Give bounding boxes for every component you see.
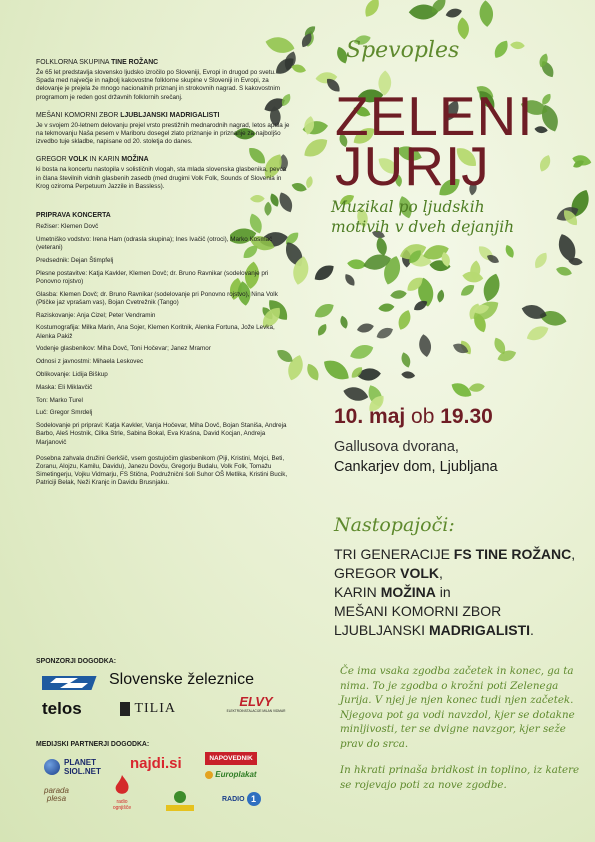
sz-logo-text: Slovenske železnice xyxy=(109,671,254,688)
leaf-icon xyxy=(375,236,389,257)
leaf-icon xyxy=(339,315,349,330)
event-date: 10. maj ob 19.30 xyxy=(334,405,493,428)
credit-item: Vodenje glasbenikov: Miha Dovč, Toni Hočevar; Janez Mramor xyxy=(36,345,211,353)
europlakat-text: Europlakat xyxy=(215,770,257,779)
elvy-logo-text: ELVY xyxy=(239,694,273,709)
telos-logo: telos xyxy=(42,699,82,718)
leaf-icon xyxy=(401,371,416,380)
credit-item: Ton: Marko Turel xyxy=(36,396,83,404)
radio1-badge-icon: 1 xyxy=(247,792,261,806)
tilia-logo xyxy=(120,700,176,716)
radio-ognjisce-logo xyxy=(108,775,136,811)
credit-item: Kostumografija: Milka Marin, Ana Sojer, Klemen Koritnik, Alenka Fortuna, Jože Levka, Alenka Pakiž xyxy=(36,324,275,340)
credit-item: Plesne postavitve: Katja Kavkler, Klemen Dovč; dr. Bruno Ravnikar (sodelovanje pri Ponovno rojstvo) xyxy=(36,269,269,285)
leaf-icon xyxy=(375,325,395,341)
parada-text: parada xyxy=(44,786,69,795)
title-line-2: JURIJ xyxy=(335,135,490,197)
leaf-icon xyxy=(311,261,337,284)
najdi-logo: najdi.si xyxy=(130,755,182,772)
globe-icon xyxy=(44,759,60,775)
credit-item: Maska: Eli Miklavčič xyxy=(36,383,93,391)
section-heading: FOLKLORNA SKUPINA TINE ROŽANC xyxy=(36,59,159,66)
napovednik-logo: NAPOVEDNIK xyxy=(205,752,257,765)
leaf-icon xyxy=(378,303,395,313)
leaf-icon xyxy=(537,153,553,173)
europlakat-icon xyxy=(205,771,213,779)
story-paragraph-1: Če ima vsaka zgodba začetek in konec, ga ta nima. To je zgodba o krožni poti Zelenega Jurija. V njej je njen konec tudi njen začetek. Njegova pot ga vodi navzdol, kjer se dotakne minljivosti, ter se dvigne navzgor, kjer seže prav do srca. xyxy=(340,665,575,750)
radio1-text: RADIO xyxy=(222,795,245,803)
section-tine-rozanc xyxy=(36,58,292,102)
leaf-icon xyxy=(343,272,357,288)
leaf-icon xyxy=(396,308,414,332)
venue-line-1: Gallusova dvorana, xyxy=(334,439,459,455)
leaf-icon xyxy=(347,258,367,270)
section-body: Je v svojem 20-letnem delovanju prejel vrsto prestižnih mednarodnih nagrad, letos aprila je na tekmovanju Naša pesem v Mariboru dosegel zlato priznanje in priznanje za najboljšo izvedbo tuje skladbe, napisane od 20. stoletja do danes. xyxy=(36,121,290,146)
partners-heading: MEDIJSKI PARTNERJI DOGODKA: xyxy=(36,741,150,748)
sz-logo xyxy=(42,670,302,694)
subtitle-line-2: motivih v dveh dejanjih xyxy=(331,218,515,236)
leaf-icon xyxy=(479,0,494,27)
credit-item: Umetniško vodstvo: Irena Ham (odrasla skupina); Ines Ivačič (otroci), Marko Kosmač (veterani) xyxy=(36,235,273,252)
credit-item: Luč: Gregor Smrdelj xyxy=(36,409,93,417)
credits-heading: PRIPRAVA KONCERTA xyxy=(36,212,111,220)
leaf-icon xyxy=(436,289,445,303)
leaf-icon xyxy=(300,134,331,161)
sz-emblem-icon xyxy=(42,672,102,694)
title-prefix: Spevoples xyxy=(346,38,460,63)
leaf-icon xyxy=(503,244,515,260)
credit-item: Raziskovanje: Anja Cizel; Peter Vendramin xyxy=(36,311,156,319)
radio1-logo xyxy=(222,792,261,806)
performer-line: KARIN MOŽINA in xyxy=(334,584,451,600)
leaf-icon xyxy=(356,322,375,334)
leaf-icon xyxy=(534,126,548,134)
studio-emblem-icon xyxy=(174,791,186,803)
radio-ognjisce-text: radio ognjišče xyxy=(112,799,132,811)
credit-item: Oblikovanje: Lidija Biškup xyxy=(36,371,108,379)
leaf-icon xyxy=(457,17,470,40)
europlakat-logo xyxy=(205,770,257,779)
credit-item: Režiser: Klemen Dovč xyxy=(36,223,99,231)
leaf-icon xyxy=(342,385,370,404)
section-heading: MEŠANI KOMORNI ZBOR LJUBLJANSKI MADRIGALISTI xyxy=(36,111,220,119)
leaf-icon xyxy=(468,382,485,393)
leaf-icon xyxy=(305,175,314,188)
studio-bar xyxy=(166,805,194,811)
leaf-icon xyxy=(390,289,408,300)
leaf-icon xyxy=(290,181,307,193)
venue-line-2: Cankarjev dom, Ljubljana xyxy=(334,459,498,475)
plesa-text: plesa xyxy=(46,794,67,803)
leaf-icon xyxy=(532,250,550,271)
performer-line: TRI GENERACIJE FS TINE ROŽANC, xyxy=(334,546,576,562)
leaf-icon xyxy=(320,355,353,384)
leaf-icon xyxy=(555,265,573,278)
tilia-emblem-icon xyxy=(120,702,130,716)
section-heading: GREGOR VOLK IN KARIN MOŽINA xyxy=(36,156,149,164)
leaf-icon xyxy=(510,41,525,50)
credit-item: Odnosi z javnostmi: Mihaela Leskovec xyxy=(36,358,144,366)
leaf-icon xyxy=(480,271,503,303)
leaf-icon xyxy=(445,7,463,20)
performers-list xyxy=(334,545,575,640)
performer-line: LJUBLJANSKI MADRIGALISTI. xyxy=(334,622,534,638)
leaf-icon xyxy=(418,333,433,358)
credits-list xyxy=(36,223,292,488)
credit-item: Glasba: Klemen Dovč; dr. Bruno Ravnikar (sodelovanje pri Ponovno rojstvo), Nina Volk (Ptičke jaz vprašam vas), Bojan Cvetrežnik (Tango) xyxy=(36,290,278,306)
event-venue xyxy=(334,437,498,477)
performers-heading: Nastopajoči: xyxy=(334,514,455,536)
credit-item: Predsednik: Dejan Štimpfelj xyxy=(36,256,114,264)
leaf-icon xyxy=(491,38,511,61)
story-text xyxy=(340,664,580,792)
performer-line: GREGOR VOLK, xyxy=(334,565,443,581)
leaf-icon xyxy=(304,362,322,383)
credit-item: Sodelovanje pri pripravi: Katja Kavkler, Vanja Hočevar, Miha Dovč, Bojan Staniša, Andreja Barbo, Aleš Hostnik, Cilka Strle, Sabina Bokal, Eva Kraśna, David Kocjan, Andreja Marjanovič xyxy=(36,422,287,446)
subtitle-line-1: Muzikal po ljudskih xyxy=(331,198,485,216)
subtitle xyxy=(331,197,567,237)
title-line-1: ZELENI xyxy=(335,85,534,147)
leaf-icon xyxy=(348,342,376,363)
credit-item: Posebna zahvala družini Gerkšič, vsem gostujočim glasbenikom (Piji, Kristini, Mojci, Beti, Zoranu, Alojzu, Kamilu, Davidu), Janezu Dovču, Gregorju Budalu, Volk Folk, Tomažu Simetingerju, Vojku Vidmarju, FS Stična, Podružnični šoli Suhor OŠ Metlika, Kristini Bucik, Patriciji Belak, Neži Kranjc in Davidu Brusnjaku. xyxy=(36,454,288,487)
section-madrigalisti xyxy=(36,111,292,147)
leaf-icon xyxy=(312,300,337,321)
elvy-logo-subtext: ELEKTROINSTALACIJE MILAN VIDMAR xyxy=(226,709,286,713)
leaf-icon xyxy=(458,282,476,299)
section-body: Že 65 let predstavlja slovensko ljudsko izročilo po Sloveniji, Evropi in drugod po svetu. Spada med največje in najbolj kakovostne folklorne skupine v Sloveniji in Evropi, za delovanje je prejela že mnogo nacionalnih priznanj in strokovnih nagrad. S kakovostnim programom je reden gost državnih folklornih srečanj. xyxy=(36,69,280,101)
left-column xyxy=(36,58,292,492)
flame-icon xyxy=(114,775,130,795)
section-volk-mozina xyxy=(36,155,292,191)
tilia-logo-text: TILIA xyxy=(134,700,176,716)
elvy-logo xyxy=(226,694,286,713)
section-body: ki bosta na koncertu nastopila v solističnih vlogah, sta mlada slovenska glasbenika, pevca in člana številnih vidnih glasbenih zasedb (med drugimi Volk Folk, Sounds of Slovenia in Krog oziroma Perpetuum Jazzile in Bassless). xyxy=(36,166,287,190)
performer-line: MEŠANI KOMORNI ZBOR xyxy=(334,603,502,619)
planet-siol-text: PLANET SIOL.NET xyxy=(64,758,101,776)
leaf-icon xyxy=(362,0,383,20)
studio-logo xyxy=(166,791,194,813)
parada-plesa-logo xyxy=(44,787,69,803)
leaf-icon xyxy=(524,323,551,344)
sponsors-heading: SPONZORJI DOGODKA: xyxy=(36,658,117,665)
leaf-icon xyxy=(316,322,329,337)
leaf-icon xyxy=(399,351,412,369)
story-paragraph-2: In hkrati prinaša bridkost in toplino, iz katere se rojevajo poti za nove zgodbe. xyxy=(340,764,580,791)
